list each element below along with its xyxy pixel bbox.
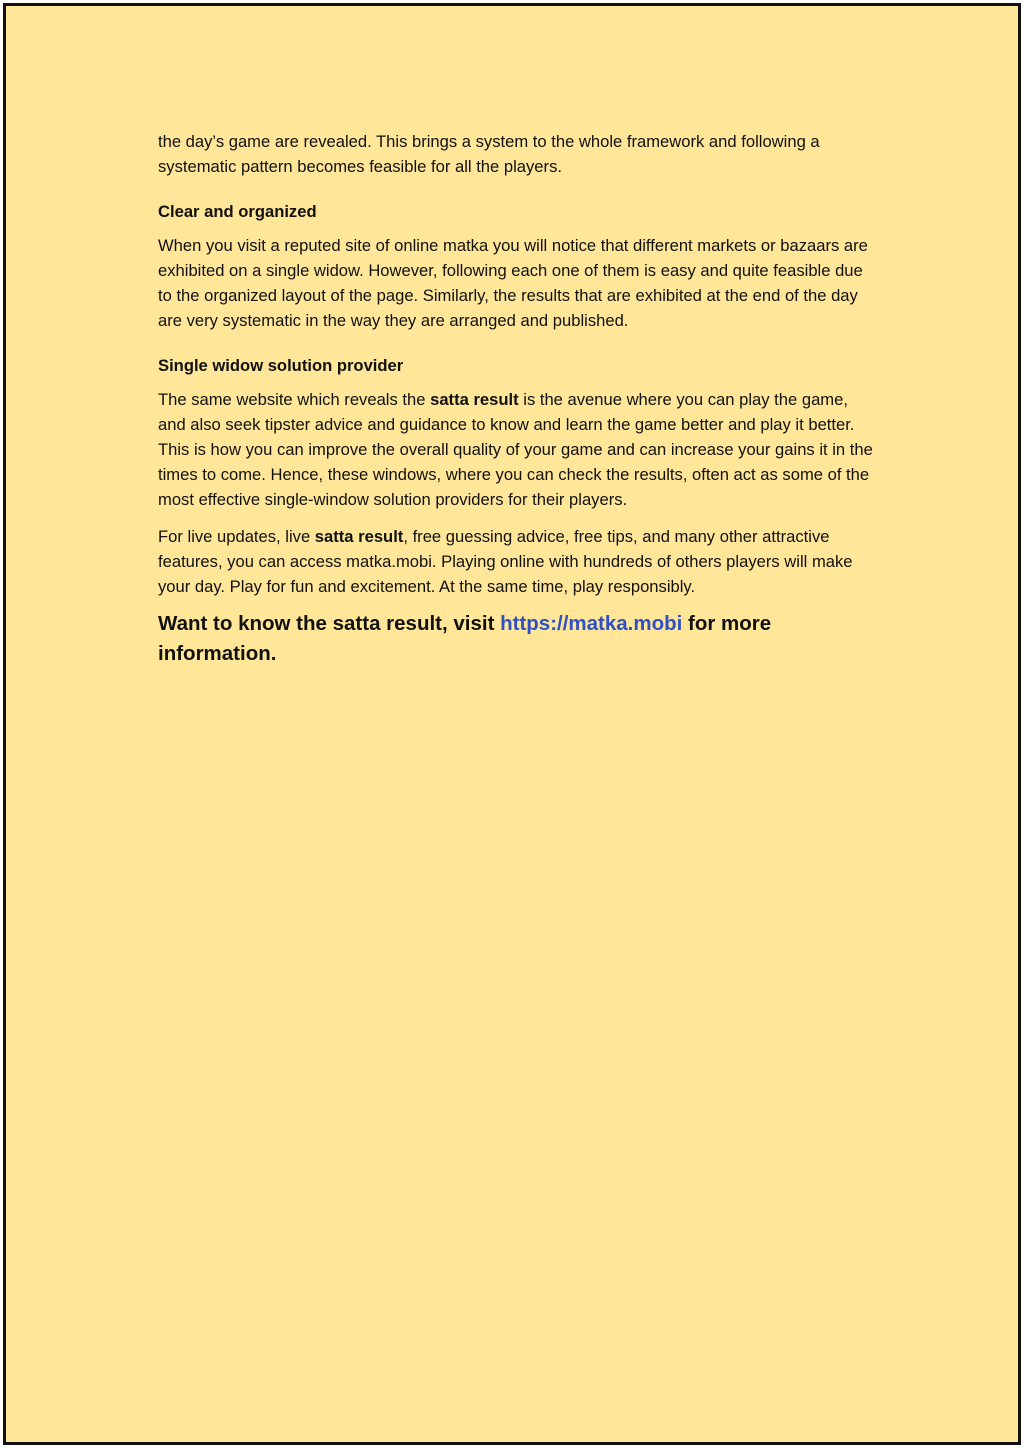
document-page (3, 3, 1021, 1445)
section-paragraph-clear-organized: When you visit a reputed site of online matka you will notice that different markets or bazaars are exhibited on a single widow. However, following each one of them is easy and quite feasible due to the organized layout of the page. Similarly, the results that are exhibited at the end of the day are very systematic in the way they are arranged and published. (158, 235, 868, 331)
keyword-satta-result: satta result (314, 526, 404, 546)
keyword-satta-result: satta result (430, 389, 519, 409)
paragraph-text: For live updates, live (158, 526, 315, 546)
intro-paragraph: the day’s game are revealed. This brings a system to the whole framework and following a systematic pattern becomes feasible for all the players. (158, 132, 820, 177)
section-heading-single-window: Single widow solution provider (158, 356, 404, 376)
paragraph-text: , free guessing advice, free tips, and many other attractive features, you can access matka.mobi. Playing online with hundreds of others players will make your day. Play for fun and excitement. At the same time, play responsibly. (158, 526, 853, 597)
cta-text: Want to know the satta result, visit (158, 612, 501, 636)
call-to-action (158, 609, 873, 668)
paragraph-text: The same website which reveals the (158, 389, 431, 409)
matka-mobi-link[interactable]: https://matka.mobi (500, 612, 683, 636)
section-paragraph-single-window (158, 387, 873, 513)
live-updates-paragraph (158, 524, 873, 600)
cta-text: for more information. (158, 612, 772, 665)
document-content (158, 129, 873, 668)
section-heading-clear-organized: Clear and organized (158, 202, 317, 222)
paragraph-text: is the avenue where you can play the game, and also seek tipster advice and guidance to know and learn the game better and play it better. This is how you can improve the overall quality of your game and can increase your gains it in the times to come. Hence, these windows, where you can check the results, often act as some of the most effective single-window solution providers for their players. (158, 389, 873, 510)
